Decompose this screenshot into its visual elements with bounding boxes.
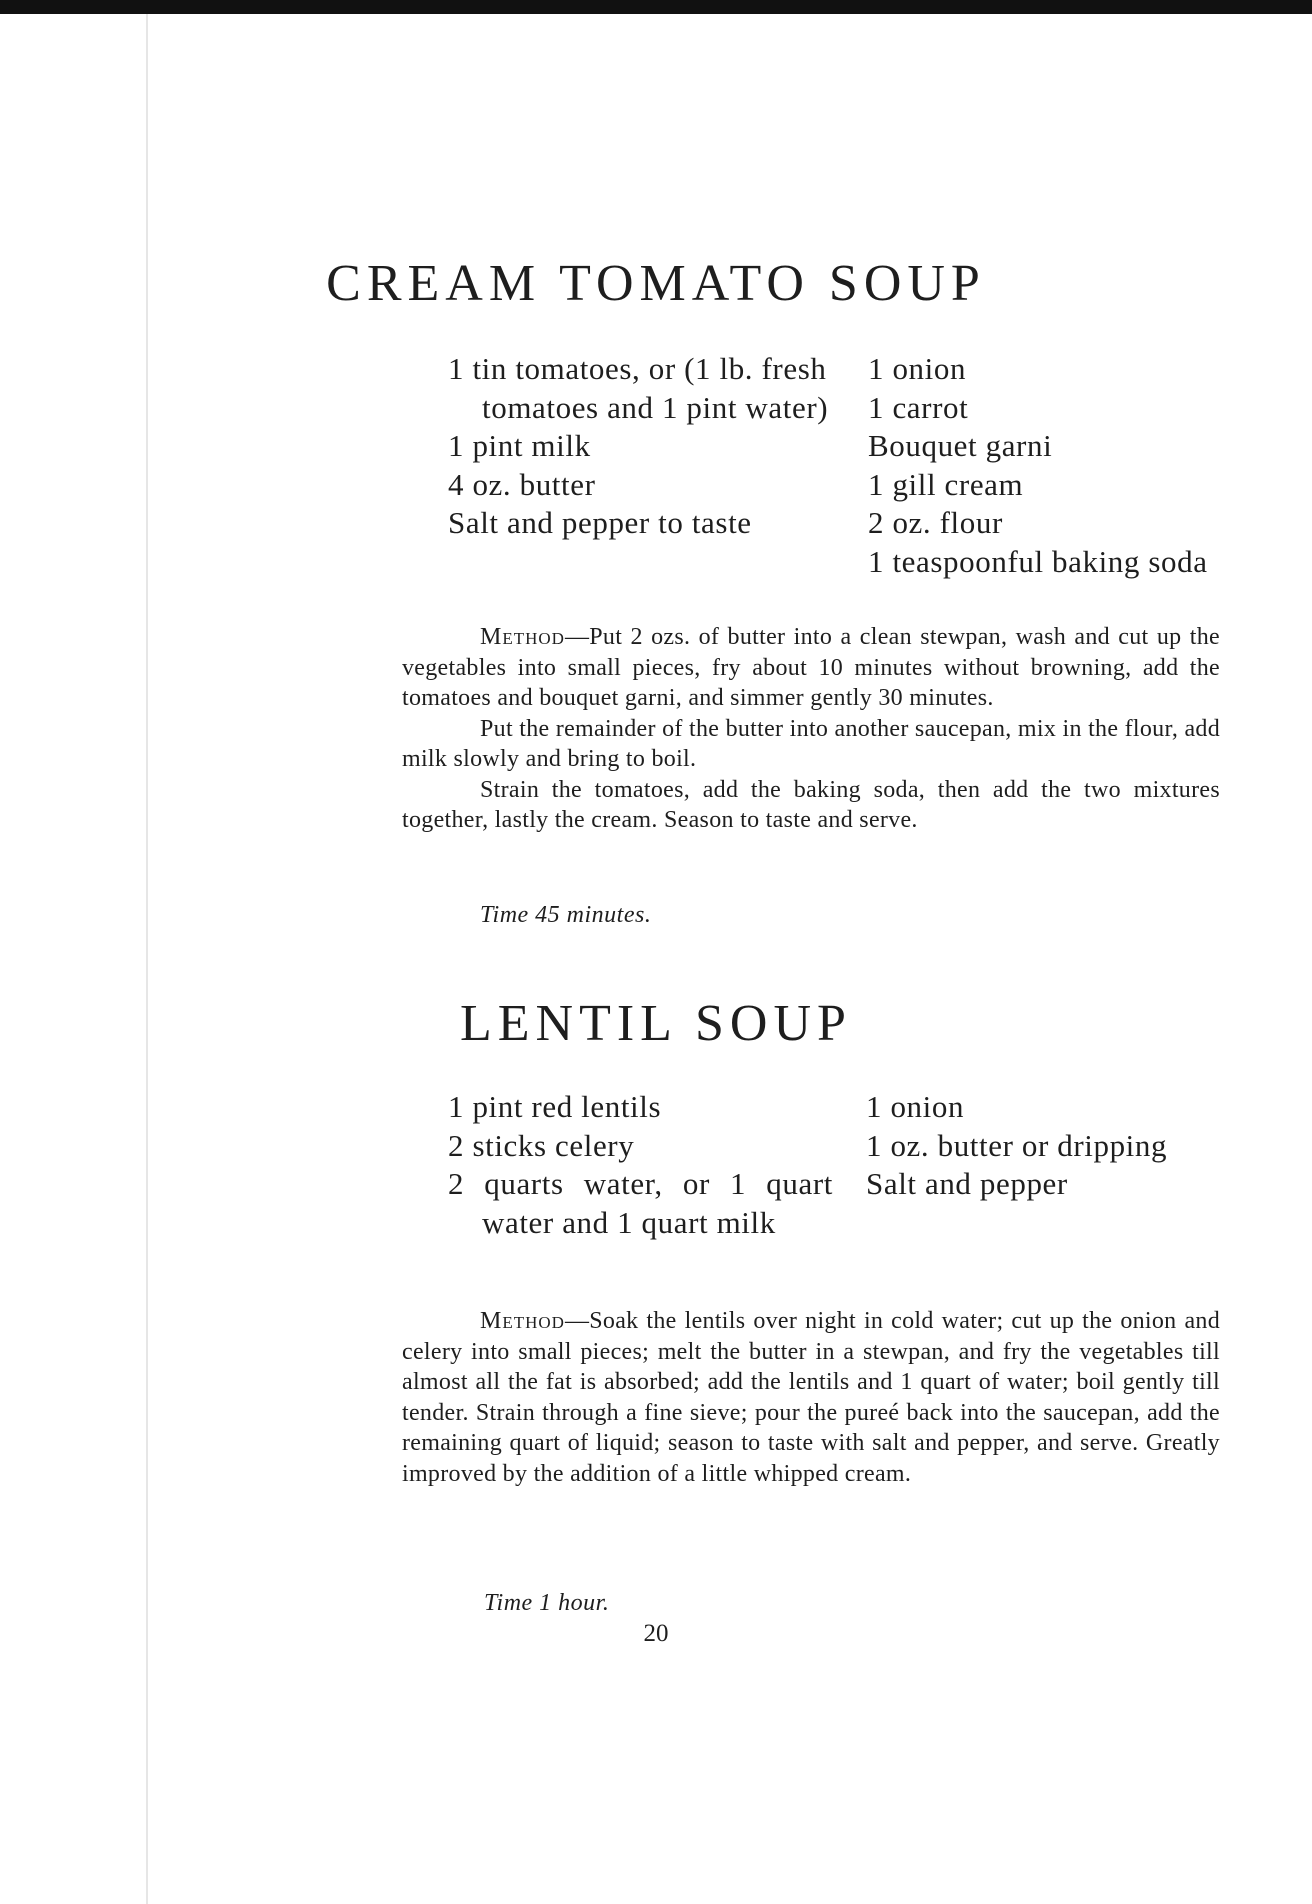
ingredient-item: Salt and pepper xyxy=(866,1166,1068,1201)
ingredient-item: 2 quarts water, or 1 quart water and 1 quart milk xyxy=(448,1166,833,1240)
ingredient-item: 1 pint milk xyxy=(448,428,591,463)
ingredient-item: 1 carrot xyxy=(868,389,969,425)
method-lentil-soup xyxy=(402,1306,1220,1489)
ingredients-right-column xyxy=(866,1088,1240,1204)
ingredients-lentil-soup xyxy=(448,1088,1238,1288)
cooking-time-cream-tomato-soup: Time 45 minutes. xyxy=(480,902,652,928)
method-paragraph xyxy=(402,622,1220,714)
ingredient-item: 4 oz. butter xyxy=(448,466,596,502)
ingredients-cream-tomato-soup xyxy=(448,350,1238,620)
ingredient-item: 1 onion xyxy=(866,1089,965,1124)
ingredients-left-column xyxy=(448,350,833,543)
method-label: Method xyxy=(480,624,565,650)
ingredient-item: 2 oz. flour xyxy=(868,505,1003,540)
recipe-title-lentil-soup: LENTIL SOUP xyxy=(460,995,852,1052)
method-paragraph: Strain the tomatoes, add the baking soda, then add the two mixtures together, lastly the cream. Season to taste and serve. xyxy=(402,776,1220,833)
method-paragraph xyxy=(402,1306,1220,1489)
ingredient-item: 1 teaspoonful baking soda xyxy=(868,543,1208,579)
ingredient-item: Salt and pepper to taste xyxy=(448,505,752,540)
ingredient-item: 2 sticks celery xyxy=(448,1127,635,1163)
ingredient-item: Bouquet garni xyxy=(868,428,1053,463)
method-text: —Soak the lentils over night in cold water; cut up the onion and celery into small pieces; melt the butter in a stewpan, and fry the vegetables till almost all the fat is absorbed; add the lentils and 1 quart of water; boil gently till tender. Strain through a fine sieve; pour the pureé back into the saucepan, add the remaining quart of liquid; season to taste with salt and pepper, and serve. Greatly improved by the addition of a little whipped cream. xyxy=(402,1308,1220,1487)
ingredients-left-column xyxy=(448,1088,833,1242)
method-text: —Put 2 ozs. of butter into a clean stewpan, wash and cut up the vegetables into small pieces, fry about 10 minutes without browning, add the tomatoes and bouquet garni, and simmer gently 30 minutes. xyxy=(402,624,1220,711)
method-cream-tomato-soup xyxy=(402,622,1220,836)
cooking-time-lentil-soup: Time 1 hour. xyxy=(484,1590,610,1616)
page-number: 20 xyxy=(643,1620,669,1647)
method-label: Method xyxy=(480,1308,565,1334)
recipe-title-cream-tomato-soup: CREAM TOMATO SOUP xyxy=(326,255,986,312)
ingredient-item: 1 pint red lentils xyxy=(448,1089,662,1124)
ingredients-right-column xyxy=(868,350,1240,581)
ingredient-item: 1 oz. butter or dripping xyxy=(866,1127,1168,1163)
ingredient-item: 1 onion xyxy=(868,351,967,386)
method-paragraph: Put the remainder of the butter into another saucepan, mix in the flour, add milk slowly and bring to boil. xyxy=(402,715,1220,772)
ingredient-item: 1 gill cream xyxy=(868,466,1024,502)
ingredient-item: 1 tin tomatoes, or (1 lb. fresh tomatoes and 1 pint water) xyxy=(448,351,829,425)
